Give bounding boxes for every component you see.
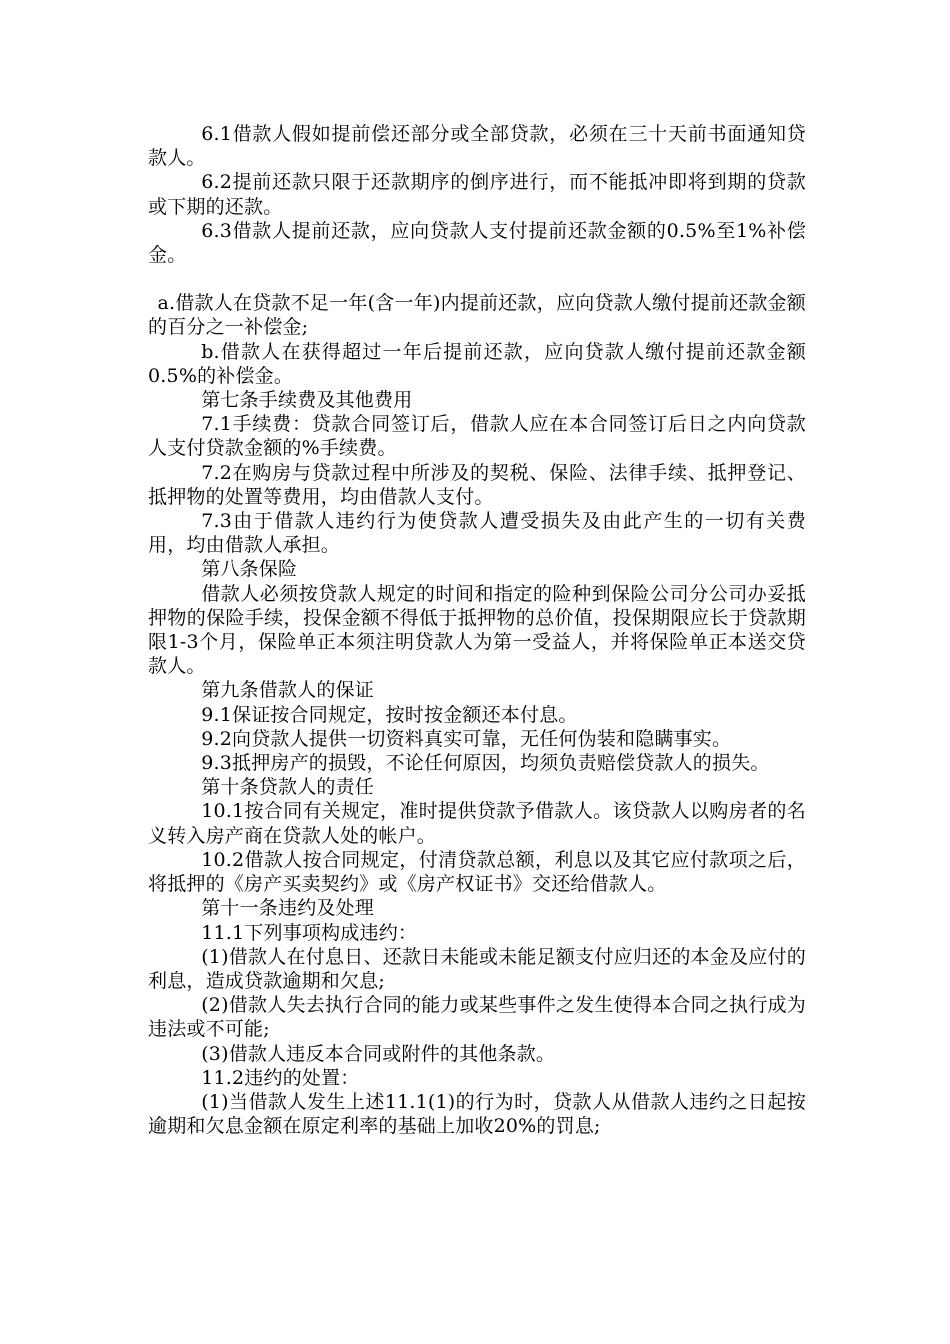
clause-9-2: 9.2向贷款人提供一切资料真实可靠，无任何伪装和隐瞒事实。 [201, 727, 732, 750]
clause-6-2: 6.2提前还款只限于还款期序的倒序进行，而不能抵冲即将到期的贷款或下期的还款。 [148, 171, 806, 218]
contract-body [148, 122, 806, 1138]
clause-6-3-b: b.借款人在获得超过一年后提前还款，应向贷款人缴付提前还款金额0.5%的补偿金。 [148, 340, 806, 387]
clause-11-1-item-2: (2)借款人失去执行合同的能力或某些事件之发生使得本合同之执行成为违法或不可能; [148, 994, 806, 1041]
article-7-heading: 第七条手续费及其他费用 [201, 389, 413, 412]
clause-9-1: 9.1保证按合同规定，按时按金额还本付息。 [201, 703, 578, 726]
clause-9-3: 9.3抵押房产的损毁，不论任何原因，均须负责赔偿贷款人的损失。 [201, 752, 770, 775]
clause-6-3-a: a.借款人在贷款不足一年(含一年)内提前还款，应向贷款人缴付提前还款金额的百分之一补偿金; [148, 292, 806, 339]
clause-11-1: 11.1下列事项构成违约： [201, 921, 418, 944]
clause-7-2: 7.2在购房与贷款过程中所涉及的契税、保险、法律手续、抵押登记、抵押物的处置等费用，均由借款人支付。 [148, 461, 806, 508]
clause-6-3: 6.3借款人提前还款，应向贷款人支付提前还款金额的0.5%至1%补偿金。 [148, 219, 806, 267]
clause-11-1-item-3: (3)借款人违反本合同或附件的其他条款。 [201, 1042, 556, 1065]
article-8-body: 借款人必须按贷款人规定的时间和指定的险种到保险公司分公司办妥抵押物的保险手续，投保金额不得低于抵押物的总价值，投保期限应长于贷款期限1-3个月，保险单正本须注明贷款人为第一受益人，并将保险单正本送交贷款人。 [148, 582, 806, 678]
clause-6-1: 6.1借款人假如提前偿还部分或全部贷款，必须在三十天前书面通知贷款人。 [148, 123, 806, 170]
clause-7-1: 7.1手续费：贷款合同签订后，借款人应在本合同签订后日之内向贷款人支付贷款金额的%手续费。 [148, 413, 806, 460]
article-9-heading: 第九条借款人的保证 [201, 679, 374, 702]
clause-11-2-item-1: (1)当借款人发生上述11.1(1)的行为时，贷款人从借款人违约之日起按逾期和欠息金额在原定利率的基础上加收20%的罚息; [148, 1090, 806, 1138]
article-8-heading: 第八条保险 [201, 558, 298, 581]
clause-11-2: 11.2违约的处置： [201, 1066, 360, 1089]
article-11-heading: 第十一条违约及处理 [201, 897, 374, 920]
clause-7-3: 7.3由于借款人违约行为使贷款人遭受损失及由此产生的一切有关费用，均由借款人承担。 [148, 510, 806, 557]
clause-10-1: 10.1按合同有关规定，准时提供贷款予借款人。该贷款人以购房者的名义转入房产商在贷款人处的帐户。 [148, 800, 806, 847]
clause-11-1-item-1: (1)借款人在付息日、还款日未能或未能足额支付应归还的本金及应付的利息，造成贷款逾期和欠息; [148, 945, 806, 992]
clause-10-2: 10.2借款人按合同规定，付清贷款总额，利息以及其它应付款项之后，将抵押的《房产买卖契约》或《房产权证书》交还给借款人。 [148, 848, 806, 896]
article-10-heading: 第十条贷款人的责任 [201, 776, 374, 799]
